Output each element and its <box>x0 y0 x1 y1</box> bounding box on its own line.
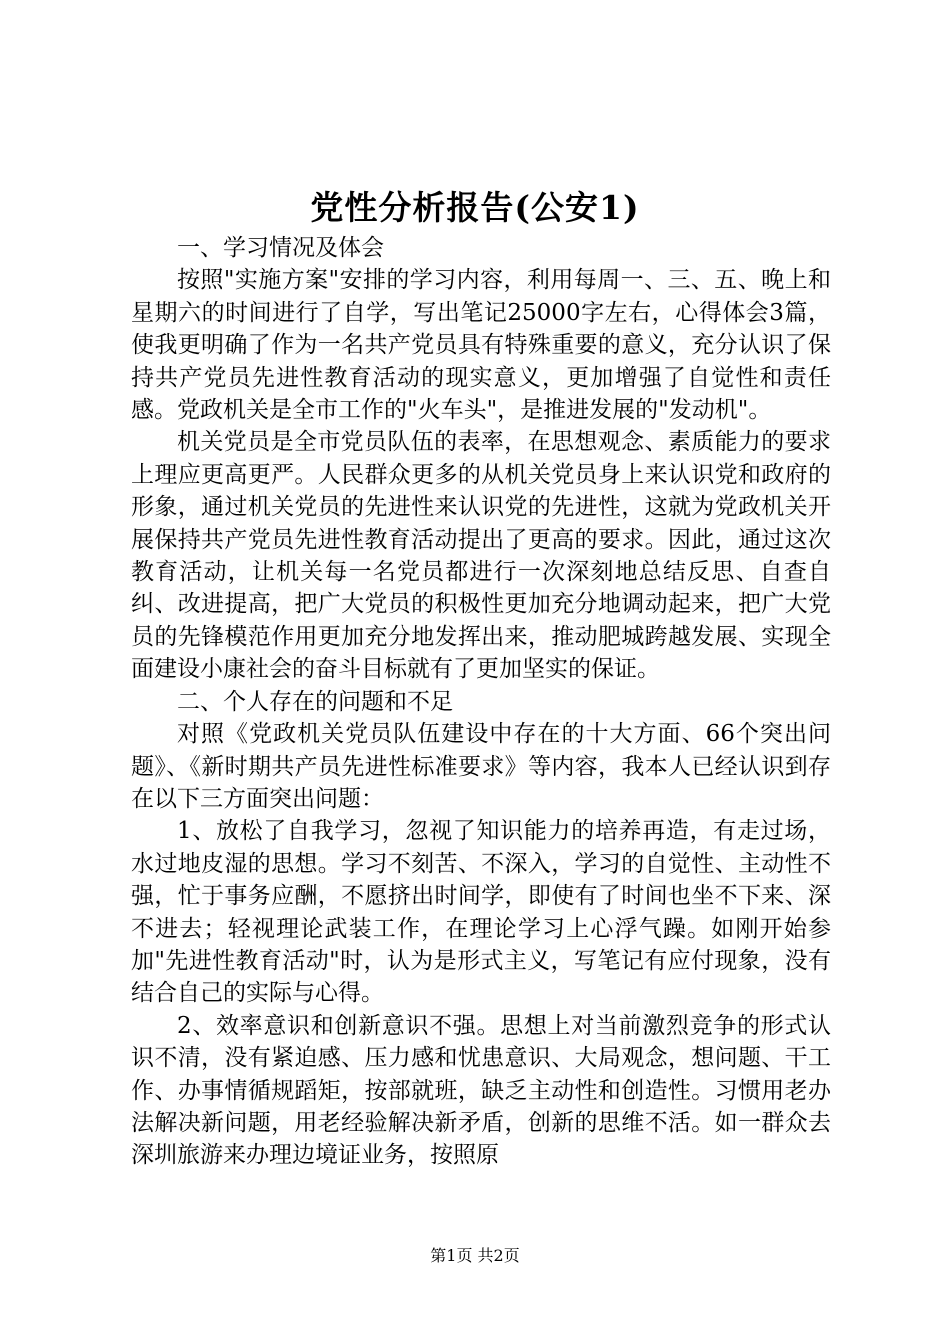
paragraph: 1、放松了自我学习，忽视了知识能力的培养再造，有走过场，水过地皮湿的思想。学习不刻苦、不深入，学习的自觉性、主动性不强，忙于事务应酬，不愿挤出时间学，即使有了时间也坐不下来、深不进去；轻视理论武装工作，在理论学习上心浮气躁。如刚开始参加"先进性教育活动"时，认为是形式主义，写笔记有应付现象，没有结合自己的实际与心得。 <box>131 818 831 1007</box>
section-heading-1: 一、学习情况及体会 <box>177 235 384 261</box>
section-heading-2: 二、个人存在的问题和不足 <box>177 688 453 715</box>
document-title: 党性分析报告(公安1) <box>310 188 640 227</box>
document-body <box>131 232 831 1172</box>
page-footer: 第1页 共2页 <box>430 1246 520 1265</box>
paragraph: 机关党员是全市党员队伍的表率，在思想观念、素质能力的要求上理应更高更严。人民群众更多的从机关党员身上来认识党和政府的形象，通过机关党员的先进性来认识党的先进性，这就为党政机关开展保持共产党员先进性教育活动提出了更高的要求。因此，通过这次教育活动，让机关每一名党员都进行一次深刻地总结反思、自查自纠、改进提高，把广大党员的积极性更加充分地调动起来，把广大党员的先锋模范作用更加充分地发挥出来，推动肥城跨越发展、实现全面建设小康社会的奋斗目标就有了更加坚实的保证。 <box>131 429 831 683</box>
paragraph: 按照"实施方案"安排的学习内容，利用每周一、三、五、晚上和星期六的时间进行了自学，写出笔记25000字左右，心得体会3篇，使我更明确了作为一名共产党员具有特殊重要的意义，充分认识了保持共产党员先进性教育活动的现实意义，更加增强了自觉性和责任感。党政机关是全市工作的"火车头"，是推进发展的"发动机"。 <box>131 267 831 424</box>
paragraph: 2、效率意识和创新意识不强。思想上对当前激烈竞争的形式认识不清，没有紧迫感、压力感和忧患意识、大局观念，想问题、干工作、办事情循规蹈矩，按部就班，缺乏主动性和创造性。习惯用老办法解决新问题，用老经验解决新矛盾，创新的思维不活。如一群众去深圳旅游来办理边境证业务，按照原 <box>131 1012 831 1169</box>
paragraph: 对照《党政机关党员队伍建设中存在的十大方面、66个突出问题》、《新时期共产员先进性标准要求》等内容，我本人已经认识到存在以下三方面突出问题： <box>131 721 831 812</box>
